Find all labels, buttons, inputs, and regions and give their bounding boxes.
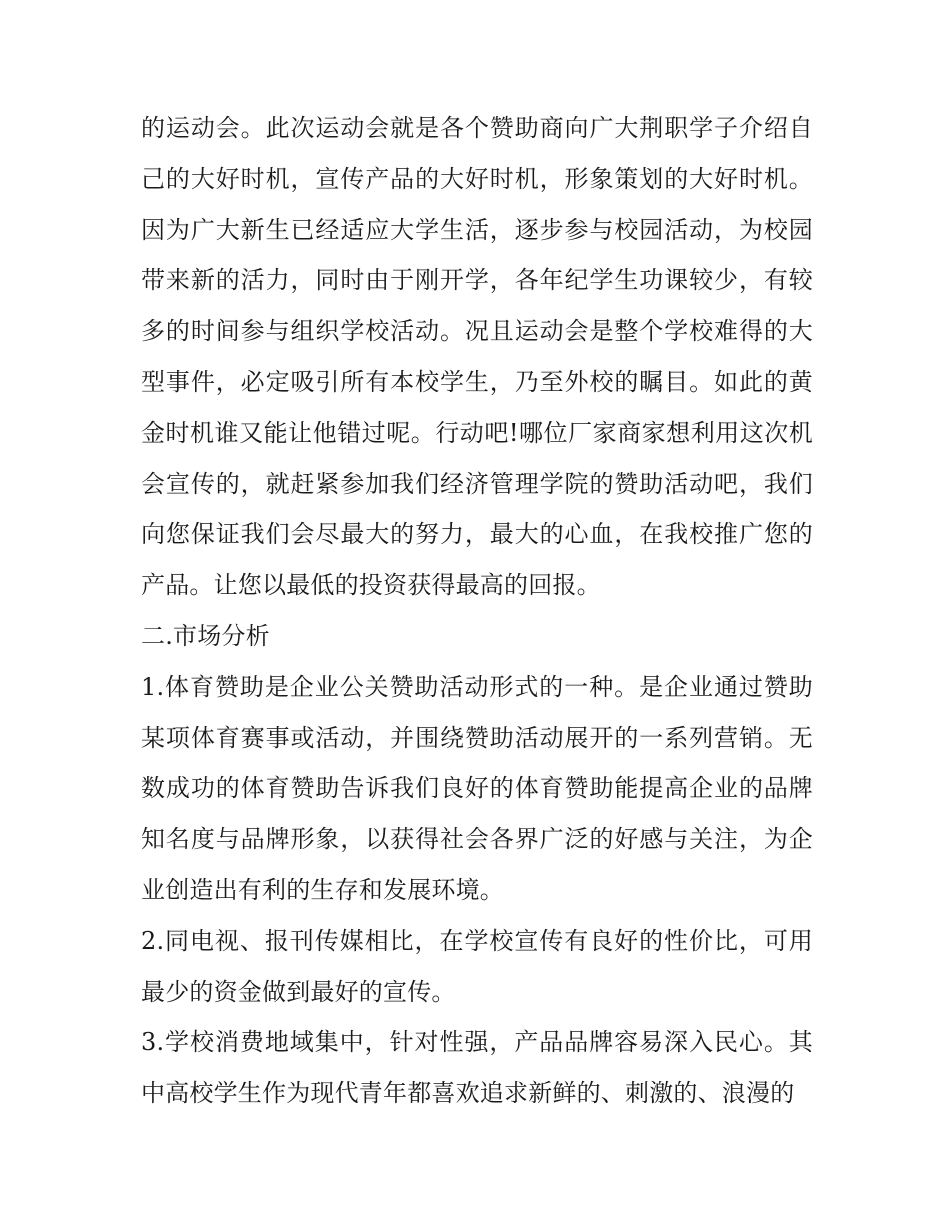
- document-body: [141, 103, 813, 1119]
- paragraph-point-1: 1.体育赞助是企业公关赞助活动形式的一种。是企业通过赞助某项体育赛事或活动，并围绕赞助活动展开的一系列营销。无数成功的体育赞助告诉我们良好的体育赞助能提高企业的品牌知名度与品牌形象，以获得社会各界广泛的好感与关注，为企业创造出有利的生存和发展环境。: [141, 672, 813, 904]
- section-heading-market-analysis: 二.市场分析: [141, 621, 270, 650]
- paragraph-intro: 的运动会。此次运动会就是各个赞助商向广大荆职学子介绍自己的大好时机，宣传产品的大好时机，形象策划的大好时机。因为广大新生已经适应大学生活，逐步参与校园活动，为校园带来新的活力，同时由于刚开学，各年纪学生功课较少，有较多的时间参与组织学校活动。况且运动会是整个学校难得的大型事件，必定吸引所有本校学生，乃至外校的瞩目。如此的黄金时机谁又能让他错过呢。行动吧!哪位厂家商家想利用这次机会宣传的，就赶紧参加我们经济管理学院的赞助活动吧，我们向您保证我们会尽最大的努力，最大的心血，在我校推广您的产品。让您以最低的投资获得最高的回报。: [141, 114, 813, 600]
- paragraph-point-3: 3.学校消费地域集中，针对性强，产品品牌容易深入民心。其中高校学生作为现代青年都喜欢追求新鲜的、刺激的、浪漫的: [141, 1028, 813, 1108]
- paragraph-point-2: 2.同电视、报刊传媒相比，在学校宣传有良好的性价比，可用最少的资金做到最好的宣传。: [141, 926, 813, 1006]
